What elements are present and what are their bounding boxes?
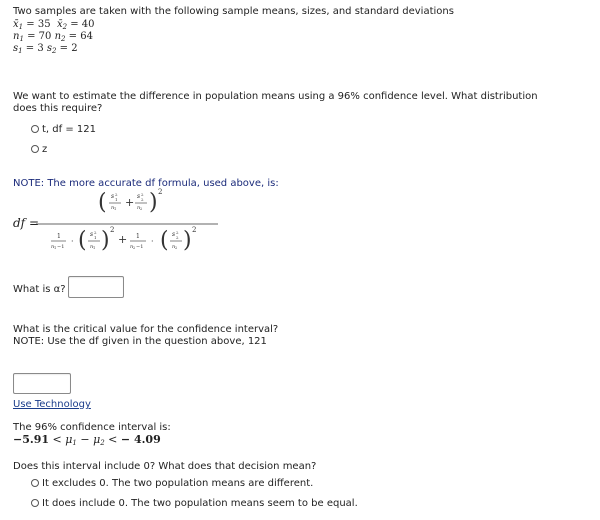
svg-text:2: 2 — [94, 230, 97, 235]
question1-line2: does this require? — [13, 103, 103, 114]
svg-text:2: 2 — [158, 188, 163, 196]
question2-text: Does this interval include 0? What does that decision mean? — [13, 461, 317, 472]
critical-question-line1: What is the critical value for the confidence interval? — [13, 324, 279, 335]
svg-text:n: n — [130, 244, 134, 250]
svg-text:s: s — [111, 193, 115, 200]
svg-text:n: n — [137, 205, 141, 211]
df-formula — [34, 186, 224, 266]
svg-text:2: 2 — [176, 235, 179, 240]
option-label: It does include 0. The two population means seem to be equal. — [42, 498, 358, 509]
option-label: t, df = 121 — [42, 124, 96, 135]
given-sizes: $n_1 = 70$ $n_2 = 64$ — [13, 31, 93, 43]
svg-text:2: 2 — [192, 226, 197, 234]
svg-text:n: n — [172, 244, 176, 250]
svg-text:1: 1 — [115, 197, 118, 202]
df-formula-note: NOTE: The more accurate df formula, used above, is: — [13, 178, 279, 189]
df-label: df = — [13, 216, 39, 230]
radio-button[interactable] — [31, 125, 39, 133]
svg-text:2: 2 — [141, 197, 144, 202]
critical-value-input[interactable] — [13, 373, 71, 394]
svg-text:2: 2 — [140, 207, 143, 211]
svg-text:2: 2 — [175, 246, 178, 250]
option-label: z — [42, 144, 48, 155]
alpha-input[interactable] — [68, 276, 124, 298]
given-means: $x̄_1 = 35$ $x̄_2 = 40$ — [13, 19, 95, 31]
confidence-interval: $-5.91 < \mu_1 - \mu_2$ < − 4.09 — [13, 433, 161, 447]
svg-text:n: n — [90, 244, 94, 250]
svg-text:2: 2 — [110, 226, 115, 234]
svg-text:2: 2 — [176, 230, 179, 235]
svg-text:(: ( — [98, 190, 107, 215]
svg-text:1: 1 — [57, 233, 61, 240]
svg-text:2: 2 — [115, 192, 118, 197]
svg-text:): ) — [101, 228, 110, 253]
radio-button[interactable] — [31, 499, 39, 507]
svg-text:(: ( — [160, 228, 169, 253]
svg-text:1: 1 — [93, 246, 96, 250]
svg-text:−1: −1 — [136, 244, 144, 250]
svg-text:2: 2 — [133, 246, 136, 250]
interval-label: The 96% confidence interval is: — [13, 422, 171, 433]
svg-text:n: n — [111, 205, 115, 211]
alpha-prompt: What is α? — [13, 284, 66, 295]
svg-text:1: 1 — [114, 207, 117, 211]
option-includes-zero[interactable] — [31, 498, 358, 509]
radio-button[interactable] — [31, 479, 39, 487]
option-z-distribution[interactable] — [31, 144, 47, 155]
svg-text:): ) — [149, 190, 158, 215]
svg-text:·: · — [71, 237, 74, 246]
svg-text:s: s — [172, 231, 176, 238]
svg-text:·: · — [151, 237, 154, 246]
svg-text:n: n — [51, 244, 55, 250]
interval-lower: −5.91 — [13, 433, 50, 446]
svg-text:): ) — [183, 228, 192, 253]
option-label: It excludes 0. The two population means are different. — [42, 478, 314, 489]
svg-text:(: ( — [78, 228, 87, 253]
svg-text:2: 2 — [141, 192, 144, 197]
question1-line1: We want to estimate the difference in population means using a 96% confidence level. What distribution — [13, 91, 538, 102]
radio-button[interactable] — [31, 145, 39, 153]
given-sds: $s_1 = 3$ $s_2 = 2$ — [13, 43, 78, 55]
svg-text:1: 1 — [94, 235, 97, 240]
svg-text:−1: −1 — [57, 244, 65, 250]
option-t-distribution[interactable] — [31, 124, 96, 135]
svg-text:1: 1 — [136, 233, 140, 240]
svg-text:+: + — [125, 196, 135, 209]
svg-text:s: s — [90, 231, 94, 238]
interval-upper: − 4.09 — [120, 433, 161, 446]
intro-text: Two samples are taken with the following sample means, sizes, and standard deviations — [13, 6, 454, 17]
use-technology-link[interactable]: Use Technology — [13, 399, 91, 410]
svg-text:s: s — [137, 193, 141, 200]
svg-text:1: 1 — [54, 246, 57, 250]
option-excludes-zero[interactable] — [31, 478, 313, 489]
critical-question-line2: NOTE: Use the df given in the question above, 121 — [13, 336, 267, 347]
svg-text:+: + — [118, 233, 128, 246]
